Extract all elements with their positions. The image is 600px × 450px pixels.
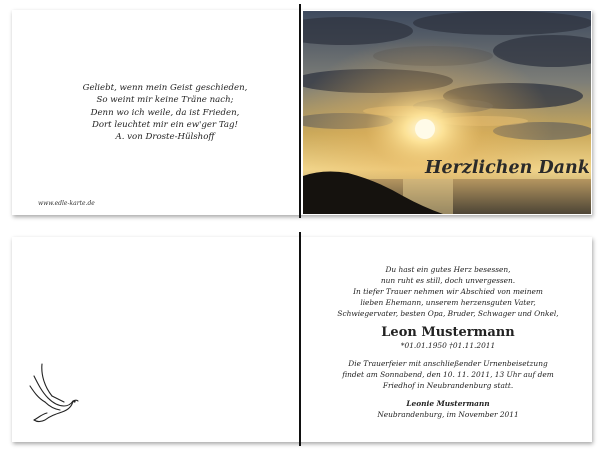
- card-title: Herzlichen Dank: [425, 158, 590, 178]
- ceremony-line: Friedhof in Neubrandenburg statt.: [382, 381, 514, 390]
- poem: [40, 82, 290, 143]
- intro-line: Du hast ein gutes Herz besessen,: [385, 265, 511, 274]
- poem-line: Geliebt, wenn mein Geist geschieden,: [82, 83, 248, 93]
- signature: Leonie Mustermann: [406, 399, 490, 408]
- website-text: www.edle-karte.de: [38, 200, 95, 207]
- place-date: Neubrandenburg, im November 2011: [377, 410, 519, 419]
- intro-line: lieben Ehemann, unserem herzensguten Vater,: [360, 298, 536, 307]
- intro-line: Schwiegervater, besten Opa, Bruder, Schwager und Onkel,: [337, 309, 559, 318]
- ceremony-line: Die Trauerfeier mit anschließender Urnenbeisetzung: [348, 359, 548, 368]
- ceremony-line: findet am Sonnabend, den 10. 11. 2011, 13 Uhr auf dem: [342, 370, 554, 379]
- poem-line: Dort leuchtet mir ein ew'ger Tag!: [91, 119, 238, 130]
- inside-text: [308, 264, 588, 420]
- poem-author: A. von Droste-Hülshoff: [115, 132, 215, 143]
- poem-line: Denn wo ich weile, da ist Frieden,: [90, 107, 240, 118]
- fold-line-top: [299, 4, 301, 218]
- intro-line: In tiefer Trauer nehmen wir Abschied von meinem: [353, 287, 543, 296]
- fold-line-bottom: [299, 232, 301, 446]
- deceased-name: Leon Mustermann: [381, 325, 515, 340]
- sunset-photo: [303, 11, 591, 214]
- intro-line: nun ruht es still, doch unvergessen.: [380, 276, 516, 285]
- poem-line: So weint mir keine Träne nach;: [96, 95, 234, 106]
- life-dates: *01.01.1950 †01.11.2011: [400, 341, 496, 350]
- dove-icon: [28, 362, 83, 424]
